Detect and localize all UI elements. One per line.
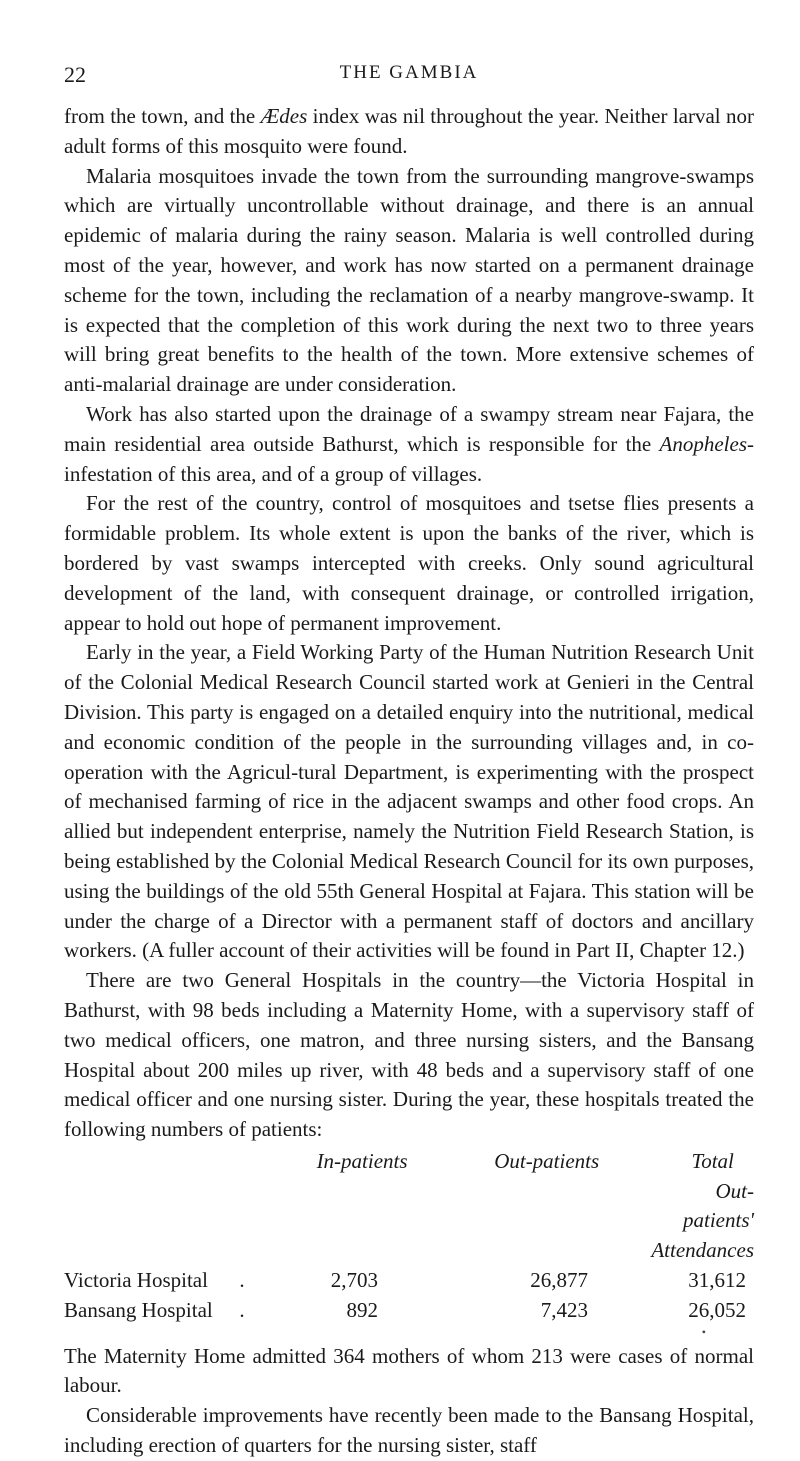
paragraph-7: The Maternity Home admitted 364 mothers of whom 213 were cases of normal labour. bbox=[64, 1343, 754, 1398]
page-header bbox=[64, 62, 754, 90]
paragraph-8: Considerable improvements have recently been made to the Bansang Hospital, including erection of quarters for the nursing sister, staff bbox=[64, 1403, 754, 1458]
paragraph-4: For the rest of the country, control of mosquitoes and tsetse flies presents a formidable problem. Its whole extent is upon the banks of the river, which is bordered by vast swamps intercepted with creeks. Only sound agricultural development of the land, with consequent drainage, or controlled irrigation, appear to hold out hope of permanent improvement. bbox=[64, 491, 754, 635]
table-row: Victoria Hospital . 2,703 26,877 31,612 bbox=[64, 1266, 754, 1296]
running-head: THE GAMBIA bbox=[339, 62, 479, 83]
anopheles-term: Anopheles bbox=[659, 431, 747, 456]
paragraph-3: Work has also started upon the drainage of a swampy stream near Fajara, the main residential area outside Bathurst, which is responsible for the Anopheles-infestation of this area, and of a group of villages. bbox=[64, 401, 754, 486]
page-body bbox=[64, 102, 754, 1461]
row-out-patients: 7,423 bbox=[540, 1297, 588, 1322]
row-in-patients: 892 bbox=[346, 1297, 378, 1322]
header-in-patients: In-patients bbox=[316, 1148, 408, 1173]
patients-table bbox=[64, 1147, 754, 1338]
aedes-term: Ædes bbox=[260, 104, 308, 128]
print-speck: • bbox=[701, 1324, 706, 1339]
page-number: 22 bbox=[64, 62, 86, 87]
row-total: 31,612 bbox=[688, 1268, 746, 1293]
row-name: Victoria Hospital bbox=[64, 1268, 208, 1293]
row-total: 26,052 bbox=[688, 1297, 746, 1322]
table-header-row bbox=[64, 1147, 754, 1266]
row-in-patients: 2,703 bbox=[330, 1268, 378, 1293]
header-out-patients: Out-patients bbox=[494, 1148, 600, 1173]
row-name: Bansang Hospital bbox=[64, 1297, 213, 1322]
paragraph-2: Malaria mosquitoes invade the town from the surrounding mangrove-swamps which are virtually uncontrollable without drainage, and there is an annual epidemic of malaria during the rainy season. Malaria is well controlled during most of the year, however, and work has now started on a permanent drainage scheme for the town, including the reclamation of a nearby mangrove-swamp. It is expected that the completion of this work during the next two to three years will bring great benefits to the health of the town. More extensive schemes of anti-malarial drainage are under consideration. bbox=[64, 163, 754, 397]
paragraph-1: from the town, and the Ædes index was nil throughout the year. Neither larval nor adult forms of this mosquito were found. bbox=[64, 104, 754, 158]
table-row: Bansang Hospital . 892 7,423 26,052 bbox=[64, 1296, 754, 1326]
paragraph-6: There are two General Hospitals in the country—the Victoria Hospital in Bathurst, with 98 beds including a Maternity Home, with a supervisory staff of two medical officers, one matron, and three nursing sisters, and the Bansang Hospital about 200 miles up river, with 48 beds and a supervisory staff of one medical officer and one nursing sister. During the year, these hospitals treated the following numbers of patients: bbox=[64, 968, 754, 1142]
row-out-patients: 26,877 bbox=[530, 1268, 588, 1293]
paragraph-5: Early in the year, a Field Working Party of the Human Nutrition Research Unit of the Colonial Medical Research Council started work at Genieri in the Central Division. This party is engaged on a detailed enquiry into the nutritional, medical and economic condition of the people in the surrounding villages and, in co-operation with the Agricul-tural Department, is experimenting with the prospect of mechanised farming of rice in the adjacent swamps and other food crops. An allied but independent enterprise, namely the Nutrition Field Research Station, is being established by the Colonial Medical Research Council for its own purposes, using the buildings of the old 55th General Hospital at Fajara. This station will be under the charge of a Director with a permanent staff of doctors and ancillary workers. (A fuller account of their activities will be found in Part II, Chapter 12.) bbox=[64, 640, 754, 963]
header-total: Total Out-patients' Attendances bbox=[651, 1148, 754, 1263]
